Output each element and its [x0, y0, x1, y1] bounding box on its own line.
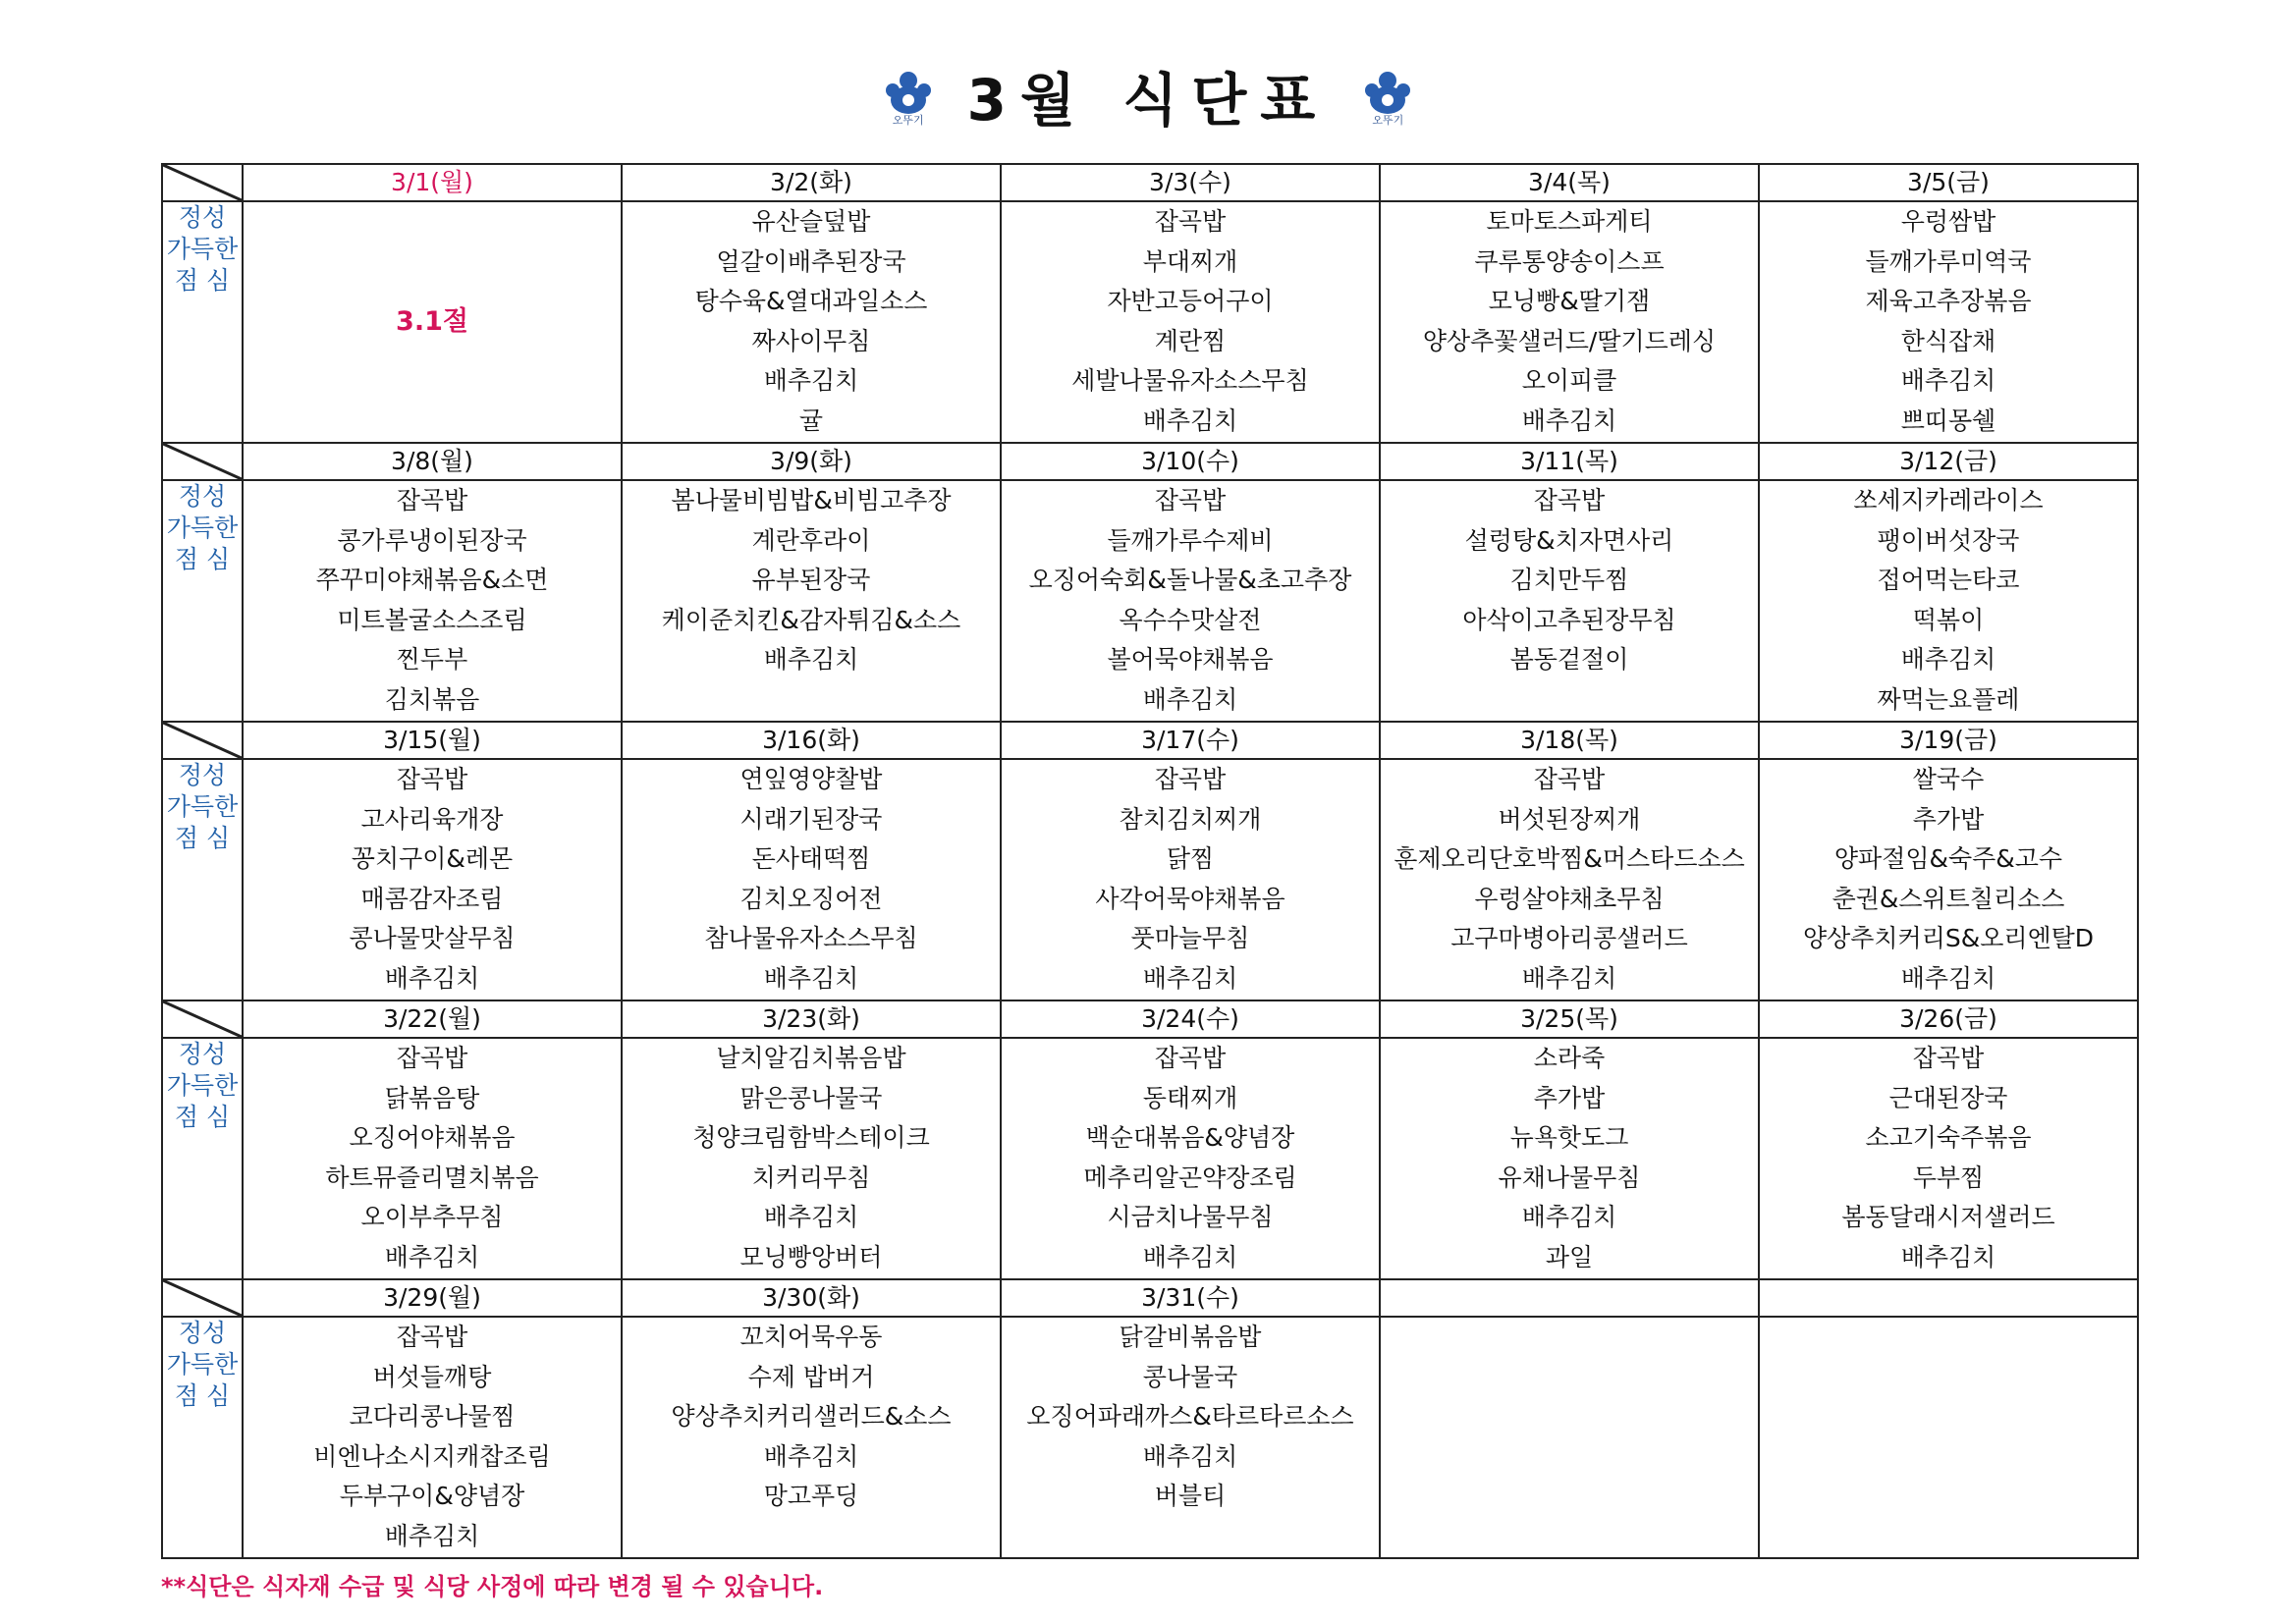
page-title: 3월 식단표	[966, 67, 1330, 134]
menu-item: 짜사이무침	[751, 326, 871, 355]
menu-item: 소라죽	[1533, 1044, 1606, 1072]
menu-item: 꼬치어묵우동	[739, 1323, 883, 1351]
menu-item: 세발나물유자소스무침	[1071, 366, 1309, 395]
header	[0, 51, 2296, 139]
menu-item: 닭볶음탕	[384, 1083, 480, 1112]
disclaimer-note: **식단은 식자재 수급 및 식당 사정에 따라 변경 될 수 있습니다.	[161, 1573, 824, 1600]
menu-item: 백순대볶음&양념장	[1085, 1123, 1295, 1152]
menu-item: 부대찌개	[1142, 246, 1238, 276]
day-date: 3/10(수)	[1001, 443, 1380, 480]
day-date: 3/19(금)	[1759, 722, 2138, 759]
menu-item: 시금치나물무침	[1107, 1203, 1274, 1231]
menu-item: 맑은콩나물국	[739, 1083, 883, 1112]
menu-item: 수제 밥버거	[747, 1362, 875, 1391]
menu-item: 볼어묵야채볶음	[1107, 645, 1274, 674]
menu-item: 콩가루냉이된장국	[337, 525, 527, 555]
meal-label	[162, 480, 243, 722]
logo-right	[1358, 67, 1417, 127]
menu-item: 잡곡밥	[1533, 486, 1606, 514]
menu-item: 잡곡밥	[396, 1323, 468, 1351]
day-date: 3/31(수)	[1001, 1279, 1380, 1317]
menu-item: 배추김치	[1900, 366, 1996, 395]
day-date: 3/30(화)	[622, 1279, 1001, 1317]
menu-item: 아삭이고추된장무침	[1462, 605, 1676, 634]
date-row	[162, 1000, 2138, 1038]
menu-item: 양상추치커리S&오리엔탈D	[1802, 924, 2095, 952]
meal-label-line: 점 심	[174, 1381, 231, 1410]
meal-label-line: 정성	[178, 761, 227, 789]
meal-label-line: 가득한	[166, 1350, 239, 1379]
menu-item: 김치만두찜	[1509, 566, 1629, 594]
logo-caption: 오뚜기	[892, 114, 924, 127]
menu-item: 짜먹는요플레	[1877, 684, 2020, 714]
menu-item: 잡곡밥	[1533, 765, 1606, 793]
menu-item: 쏘세지카레라이스	[1853, 486, 2044, 514]
menu-item: 들깨가루수제비	[1107, 525, 1274, 555]
day-menu	[622, 201, 1001, 443]
meal-label-line: 가득한	[166, 1071, 239, 1100]
menu-item: 배추김치	[384, 1521, 480, 1550]
menu-item: 오징어야채볶음	[349, 1123, 516, 1152]
meal-label	[162, 1038, 243, 1279]
day-menu	[1380, 759, 1759, 1000]
menu-item: 케이준치킨&감자튀김&소스	[661, 605, 961, 634]
ottogi-mascot-icon	[1358, 67, 1417, 118]
menu-item: 고구마병아리콩샐러드	[1450, 924, 1688, 952]
menu-item: 양상추치커리샐러드&소스	[671, 1402, 952, 1431]
date-row	[162, 443, 2138, 480]
menu-item: 비엔나소시지캐찹조림	[313, 1441, 551, 1471]
menu-item: 닭찜	[1166, 844, 1215, 873]
meal-label-line: 정성	[178, 482, 227, 511]
menu-item: 메추리알곤약장조림	[1083, 1162, 1297, 1192]
menu-item: 콩나물맛살무침	[349, 924, 516, 952]
date-row	[162, 1279, 2138, 1317]
menu-item: 봄나물비빔밥&비빔고추장	[671, 486, 952, 514]
menu-item: 오징어파래까스&타르타르소스	[1026, 1402, 1354, 1431]
menu-item: 치커리무침	[751, 1162, 871, 1192]
holiday-cell	[243, 201, 622, 443]
menu-item: 배추김치	[384, 1242, 480, 1271]
menu-item: 배추김치	[763, 645, 859, 674]
diagonal-line-icon	[163, 723, 242, 758]
menu-item: 자반고등어구이	[1107, 287, 1274, 315]
menu-item: 배추김치	[1142, 963, 1238, 993]
meal-label-line: 가득한	[166, 514, 239, 542]
menu-item: 고사리육개장	[360, 804, 504, 834]
menu-item: 근대된장국	[1888, 1083, 2008, 1112]
day-date: 3/4(목)	[1380, 164, 1759, 201]
menu-item: 배추김치	[1521, 1203, 1617, 1231]
menu-item: 꽁치구이&레몬	[351, 844, 514, 873]
menu-item: 잡곡밥	[396, 1044, 468, 1072]
menu-item: 우렁쌈밥	[1900, 207, 1996, 236]
date-row	[162, 164, 2138, 201]
day-menu	[1001, 759, 1380, 1000]
menu-item: 유채나물무침	[1498, 1162, 1641, 1192]
menu-item: 쁘띠몽쉘	[1900, 406, 1996, 435]
menu-item: 매콤감자조림	[360, 884, 504, 913]
menu-item: 추가밥	[1533, 1083, 1606, 1112]
menu-item: 버섯된장찌개	[1498, 804, 1641, 834]
menu-item: 접어먹는타코	[1877, 566, 2020, 594]
day-menu	[1380, 480, 1759, 722]
menu-item: 봄동달래시저샐러드	[1841, 1203, 2055, 1231]
diagonal-header-cell	[162, 164, 243, 201]
menu-item: 배추김치	[1521, 963, 1617, 993]
menu-item: 모닝빵앙버터	[739, 1242, 883, 1271]
day-menu	[1380, 201, 1759, 443]
menu-item: 떡볶이	[1912, 605, 1985, 634]
day-date: 3/15(월)	[243, 722, 622, 759]
menu-item: 토마토스파게티	[1486, 207, 1653, 236]
menu-item: 코다리콩나물찜	[349, 1402, 516, 1431]
menu-item: 잡곡밥	[1154, 765, 1227, 793]
menu-item: 옥수수맛살전	[1119, 605, 1262, 634]
day-menu	[622, 759, 1001, 1000]
menu-item: 유산슬덮밥	[751, 207, 871, 236]
day-date	[1380, 1279, 1759, 1317]
day-date: 3/5(금)	[1759, 164, 2138, 201]
diagonal-header-cell	[162, 443, 243, 480]
menu-item: 잡곡밥	[1154, 207, 1227, 236]
day-date: 3/1(월)	[243, 164, 622, 201]
menu-item: 시래기된장국	[739, 804, 883, 834]
day-menu	[1001, 201, 1380, 443]
menu-item: 모닝빵&딸기잼	[1488, 287, 1651, 315]
menu-item: 돈사태떡찜	[751, 844, 871, 873]
diagonal-header-cell	[162, 722, 243, 759]
menu-item: 쌀국수	[1912, 765, 1985, 793]
day-date: 3/29(월)	[243, 1279, 622, 1317]
menu-item: 닭갈비볶음밥	[1119, 1323, 1262, 1351]
day-menu	[1759, 759, 2138, 1000]
date-row	[162, 722, 2138, 759]
menu-item: 버블티	[1154, 1482, 1227, 1510]
diagonal-line-icon	[163, 1001, 242, 1037]
menu-item: 추가밥	[1912, 804, 1985, 834]
menu-item: 연잎영양찰밥	[739, 765, 883, 793]
menu-item: 오이피클	[1521, 366, 1617, 395]
day-date: 3/22(월)	[243, 1000, 622, 1038]
meal-label-line: 점 심	[174, 545, 231, 573]
meal-label-line: 점 심	[174, 824, 231, 852]
meal-label-line: 정성	[178, 1040, 227, 1068]
menu-item: 버섯들깨탕	[372, 1362, 492, 1391]
menu-item: 얼갈이배추된장국	[716, 246, 906, 276]
day-date: 3/8(월)	[243, 443, 622, 480]
day-date: 3/11(목)	[1380, 443, 1759, 480]
menu-item: 계란찜	[1154, 326, 1227, 355]
menu-row	[162, 759, 2138, 1000]
logo-caption: 오뚜기	[1372, 114, 1404, 127]
menu-item: 설렁탕&치자면사리	[1464, 525, 1674, 555]
menu-item: 팽이버섯장국	[1877, 525, 2020, 555]
menu-item: 잡곡밥	[1154, 486, 1227, 514]
menu-item: 배추김치	[1142, 1242, 1238, 1271]
menu-item: 훈제오리단호박찜&머스타드소스	[1394, 844, 1745, 873]
menu-item: 배추김치	[1142, 684, 1238, 714]
day-menu	[1759, 480, 2138, 722]
day-menu	[243, 480, 622, 722]
day-date	[1759, 1279, 2138, 1317]
menu-row	[162, 1038, 2138, 1279]
menu-item: 콩나물국	[1142, 1362, 1238, 1391]
meal-table	[161, 163, 2139, 1559]
menu-item: 춘권&스위트칠리소스	[1831, 884, 2065, 913]
menu-item: 쿠루통양송이스프	[1474, 246, 1665, 276]
day-date: 3/12(금)	[1759, 443, 2138, 480]
menu-item: 풋마늘무침	[1130, 924, 1250, 952]
menu-item: 뉴욕핫도그	[1509, 1123, 1629, 1152]
day-date: 3/25(목)	[1380, 1000, 1759, 1038]
day-menu	[1001, 1317, 1380, 1558]
menu-item: 탕수육&열대과일소스	[694, 287, 928, 315]
diagonal-line-icon	[163, 1280, 242, 1316]
menu-item: 청양크림함박스테이크	[692, 1123, 930, 1152]
menu-item: 두부구이&양념장	[339, 1482, 525, 1510]
menu-item: 배추김치	[763, 963, 859, 993]
menu-item: 두부찜	[1912, 1162, 1985, 1192]
day-menu	[1001, 1038, 1380, 1279]
menu-item: 참나물유자소스무침	[704, 924, 918, 952]
day-menu	[622, 1038, 1001, 1279]
menu-item: 계란후라이	[751, 525, 871, 555]
day-menu	[1759, 1317, 2138, 1558]
diagonal-header-cell	[162, 1279, 243, 1317]
day-menu	[1380, 1038, 1759, 1279]
day-menu	[1380, 1317, 1759, 1558]
menu-item: 날치알김치볶음밥	[716, 1044, 906, 1072]
day-menu	[243, 1038, 622, 1279]
day-date: 3/24(수)	[1001, 1000, 1380, 1038]
menu-item: 배추김치	[1900, 963, 1996, 993]
day-menu	[243, 759, 622, 1000]
menu-item: 배추김치	[763, 366, 859, 395]
meal-label	[162, 201, 243, 443]
menu-item: 잡곡밥	[396, 765, 468, 793]
menu-item: 배추김치	[1900, 1242, 1996, 1271]
menu-item: 배추김치	[763, 1203, 859, 1231]
menu-item: 배추김치	[1142, 1441, 1238, 1471]
day-date: 3/9(화)	[622, 443, 1001, 480]
menu-item: 제육고추장볶음	[1865, 287, 2032, 315]
menu-item: 쭈꾸미야채볶음&소면	[315, 566, 549, 594]
menu-row	[162, 201, 2138, 443]
diagonal-line-icon	[163, 165, 242, 200]
menu-item: 배추김치	[1900, 645, 1996, 674]
menu-item: 배추김치	[763, 1441, 859, 1471]
logo-left	[879, 67, 938, 127]
meal-label-line: 정성	[178, 1319, 227, 1347]
day-date: 3/23(화)	[622, 1000, 1001, 1038]
meal-label-line: 가득한	[166, 792, 239, 821]
menu-item: 동태찌개	[1142, 1083, 1238, 1112]
meal-label-line: 점 심	[174, 266, 231, 295]
meal-label-line: 점 심	[174, 1103, 231, 1131]
menu-item: 유부된장국	[751, 566, 871, 594]
meal-label	[162, 1317, 243, 1558]
menu-item: 사각어묵야채볶음	[1095, 884, 1285, 913]
menu-item: 김치오징어전	[739, 884, 883, 913]
day-menu	[243, 1317, 622, 1558]
menu-item: 우렁살야채초무침	[1474, 884, 1665, 913]
menu-item: 과일	[1545, 1242, 1594, 1271]
day-date: 3/3(수)	[1001, 164, 1380, 201]
menu-item: 참치김치찌개	[1119, 804, 1262, 834]
menu-item: 오징어숙회&돌나물&초고추장	[1028, 566, 1352, 594]
menu-item: 잡곡밥	[396, 486, 468, 514]
menu-item: 귤	[798, 406, 824, 435]
menu-item: 소고기숙주볶음	[1865, 1123, 2032, 1152]
menu-item: 오이부추무침	[360, 1203, 504, 1231]
menu-item: 하트뮤즐리멸치볶음	[325, 1162, 539, 1192]
menu-item: 들깨가루미역국	[1865, 246, 2032, 276]
ottogi-mascot-icon	[879, 67, 938, 118]
day-date: 3/26(금)	[1759, 1000, 2138, 1038]
menu-row	[162, 480, 2138, 722]
holiday-name: 3.1절	[396, 305, 468, 337]
menu-row	[162, 1317, 2138, 1558]
menu-item: 김치볶음	[384, 684, 480, 714]
menu-item: 봄동겉절이	[1509, 645, 1629, 674]
menu-item: 망고푸딩	[763, 1482, 859, 1510]
day-menu	[622, 1317, 1001, 1558]
menu-item: 잡곡밥	[1154, 1044, 1227, 1072]
meal-label-line: 정성	[178, 203, 227, 232]
meal-label-line: 가득한	[166, 235, 239, 263]
menu-item: 양상추꽃샐러드/딸기드레싱	[1422, 326, 1717, 355]
menu-item: 미트볼굴소스조림	[337, 605, 527, 634]
day-date: 3/17(수)	[1001, 722, 1380, 759]
day-menu	[622, 480, 1001, 722]
diagonal-line-icon	[163, 444, 242, 479]
menu-item: 한식잡채	[1900, 326, 1996, 355]
day-date: 3/18(목)	[1380, 722, 1759, 759]
menu-item: 배추김치	[1521, 406, 1617, 435]
day-date: 3/2(화)	[622, 164, 1001, 201]
day-menu	[1001, 480, 1380, 722]
diagonal-header-cell	[162, 1000, 243, 1038]
day-date: 3/16(화)	[622, 722, 1001, 759]
menu-item: 배추김치	[384, 963, 480, 993]
menu-item: 양파절임&숙주&고수	[1833, 844, 2063, 873]
menu-item: 찐두부	[396, 645, 468, 674]
day-menu	[1759, 201, 2138, 443]
menu-item: 잡곡밥	[1912, 1044, 1985, 1072]
menu-item: 배추김치	[1142, 406, 1238, 435]
day-menu	[1759, 1038, 2138, 1279]
meal-label	[162, 759, 243, 1000]
